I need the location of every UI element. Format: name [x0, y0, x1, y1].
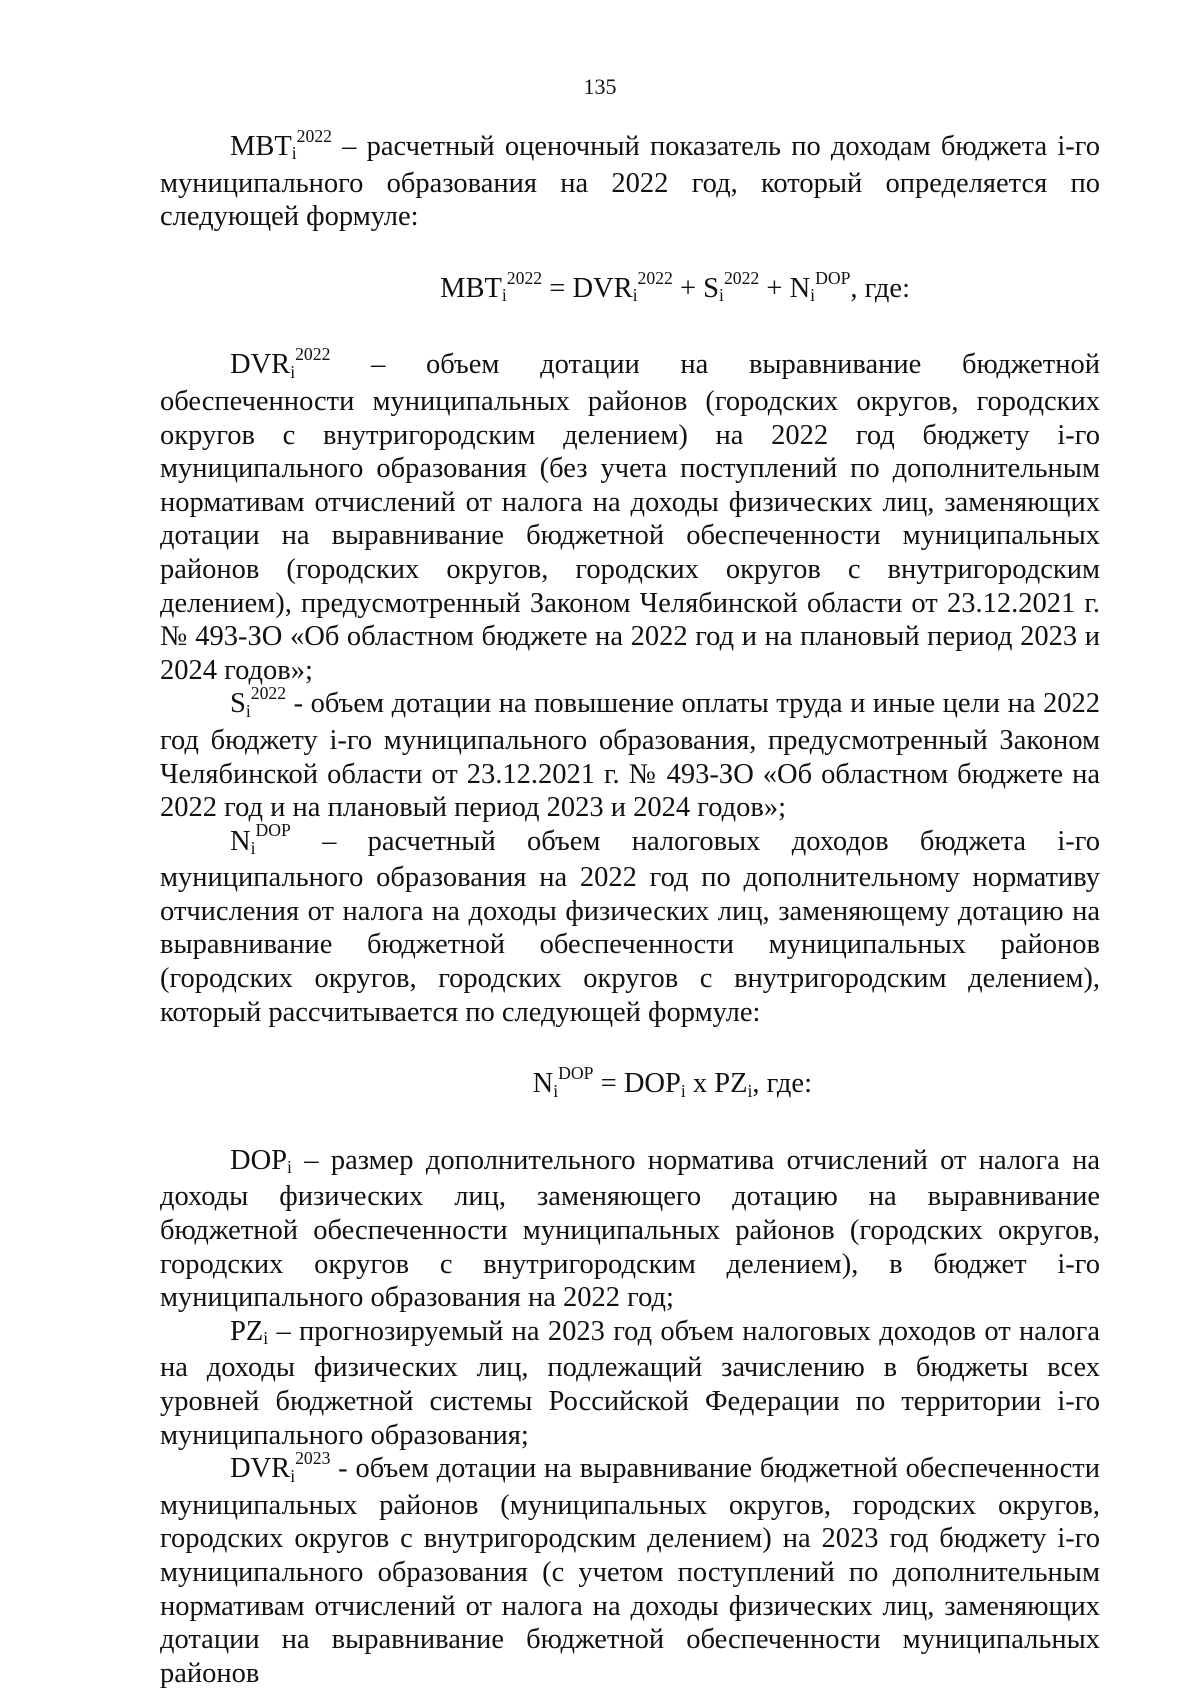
- paragraph-n-dop-definition: $Ni^{DOP}$ – расчетный объем налоговых доходов бюджета i-го муниципального образования на 2022 год по дополнительному нормативу отчисления от налога на доходы физических лиц, заменяющему дотацию на выравнивание бюджетной обеспеченности муниципальных районов (городских округов, городских округов с внутригородским делением), который рассчитывается по следующей формуле:: [160, 820, 1100, 1028]
- formula-n-dop: $Ni^{DOP}$ = DOPi x PZi, где:: [532, 1063, 812, 1101]
- symbol-dvr-2023: DVRi$^{2023}$: [230, 1447, 331, 1486]
- symbol-dop: DOPi: [230, 1144, 292, 1178]
- symbol-pz: PZi: [230, 1315, 269, 1349]
- symbol-s-2022: $Si^{2022}$: [230, 683, 287, 721]
- symbol-dvr-2022: DVRi$^{2022}$: [230, 344, 331, 382]
- paragraph-mbt-definition: MBTi$^{2022}$ – расчетный оценочный показатель по доходам бюджета i-го муниципального образования на 2022 год, который определяется по следующей формуле:: [160, 125, 1100, 233]
- formula-mbt: MBTi$^{2022}$ = DVRi$^{2022}$ + $Si^{2022} + Ni^{DOP}$, где:: [440, 267, 910, 306]
- document-body: [160, 125, 1100, 1690]
- paragraph-dop-definition: DOPi – размер дополнительного норматива отчислений от налога на доходы физических лиц, заменяющего дотацию на выравнивание бюджетной обеспеченности муниципальных районов (городских округов, городских округов с внутригородским делением), в бюджет i-го муниципального образования на 2022 год;: [160, 1144, 1100, 1314]
- paragraph-pz-definition: PZi – прогнозируемый на 2023 год объем налоговых доходов от налога на доходы физических лиц, подлежащий зачислению в бюджеты всех уровней бюджетной системы Российской Федерации по территории i-го муниципального образования;: [160, 1315, 1100, 1451]
- paragraph-dvr-2022-definition: DVRi$^{2022}$ – объем дотации на выравнивание бюджетной обеспеченности муниципальных районов (городских округов, городских округов с внутригородским делением) на 2022 год бюджету i-го муниципального образования (без учета поступлений по дополнительным нормативам отчислений от налога на доходы физических лиц, заменяющих дотации на выравнивание бюджетной обеспеченности муниципальных районов (городских округов, городских округов с внутригородским делением), предусмотренный Законом Челябинской области от 23.12.2021 г. № 493-ЗО «Об областном бюджете на 2022 год и на плановый период 2023 и 2024 годов»;: [160, 344, 1100, 686]
- symbol-n-dop: $Ni^{DOP}$: [230, 820, 291, 859]
- paragraph-s-2022-definition: $Si^{2022}$ - объем дотации на повышение оплаты труда и иные цели на 2022 год бюджету i-го муниципального образования, предусмотренный Законом Челябинской области от 23.12.2021 г. № 493-ЗО «Об областном бюджете на 2022 год и на плановый период 2023 и 2024 годов»;: [160, 683, 1100, 824]
- symbol-mbt-2022: MBTi$^{2022}$: [230, 125, 332, 164]
- paragraph-dvr-2023-definition: DVRi$^{2023}$ - объем дотации на выравнивание бюджетной обеспеченности муниципальных районов (муниципальных округов, городских округов, городских округов с внутригородским делением) на 2023 год бюджету i-го муниципального образования (с учетом поступлений по дополнительным нормативам отчислений от налога на доходы физических лиц, заменяющих дотации на выравнивание бюджетной обеспеченности муниципальных районов: [160, 1447, 1100, 1689]
- page-number: 135: [583, 74, 617, 99]
